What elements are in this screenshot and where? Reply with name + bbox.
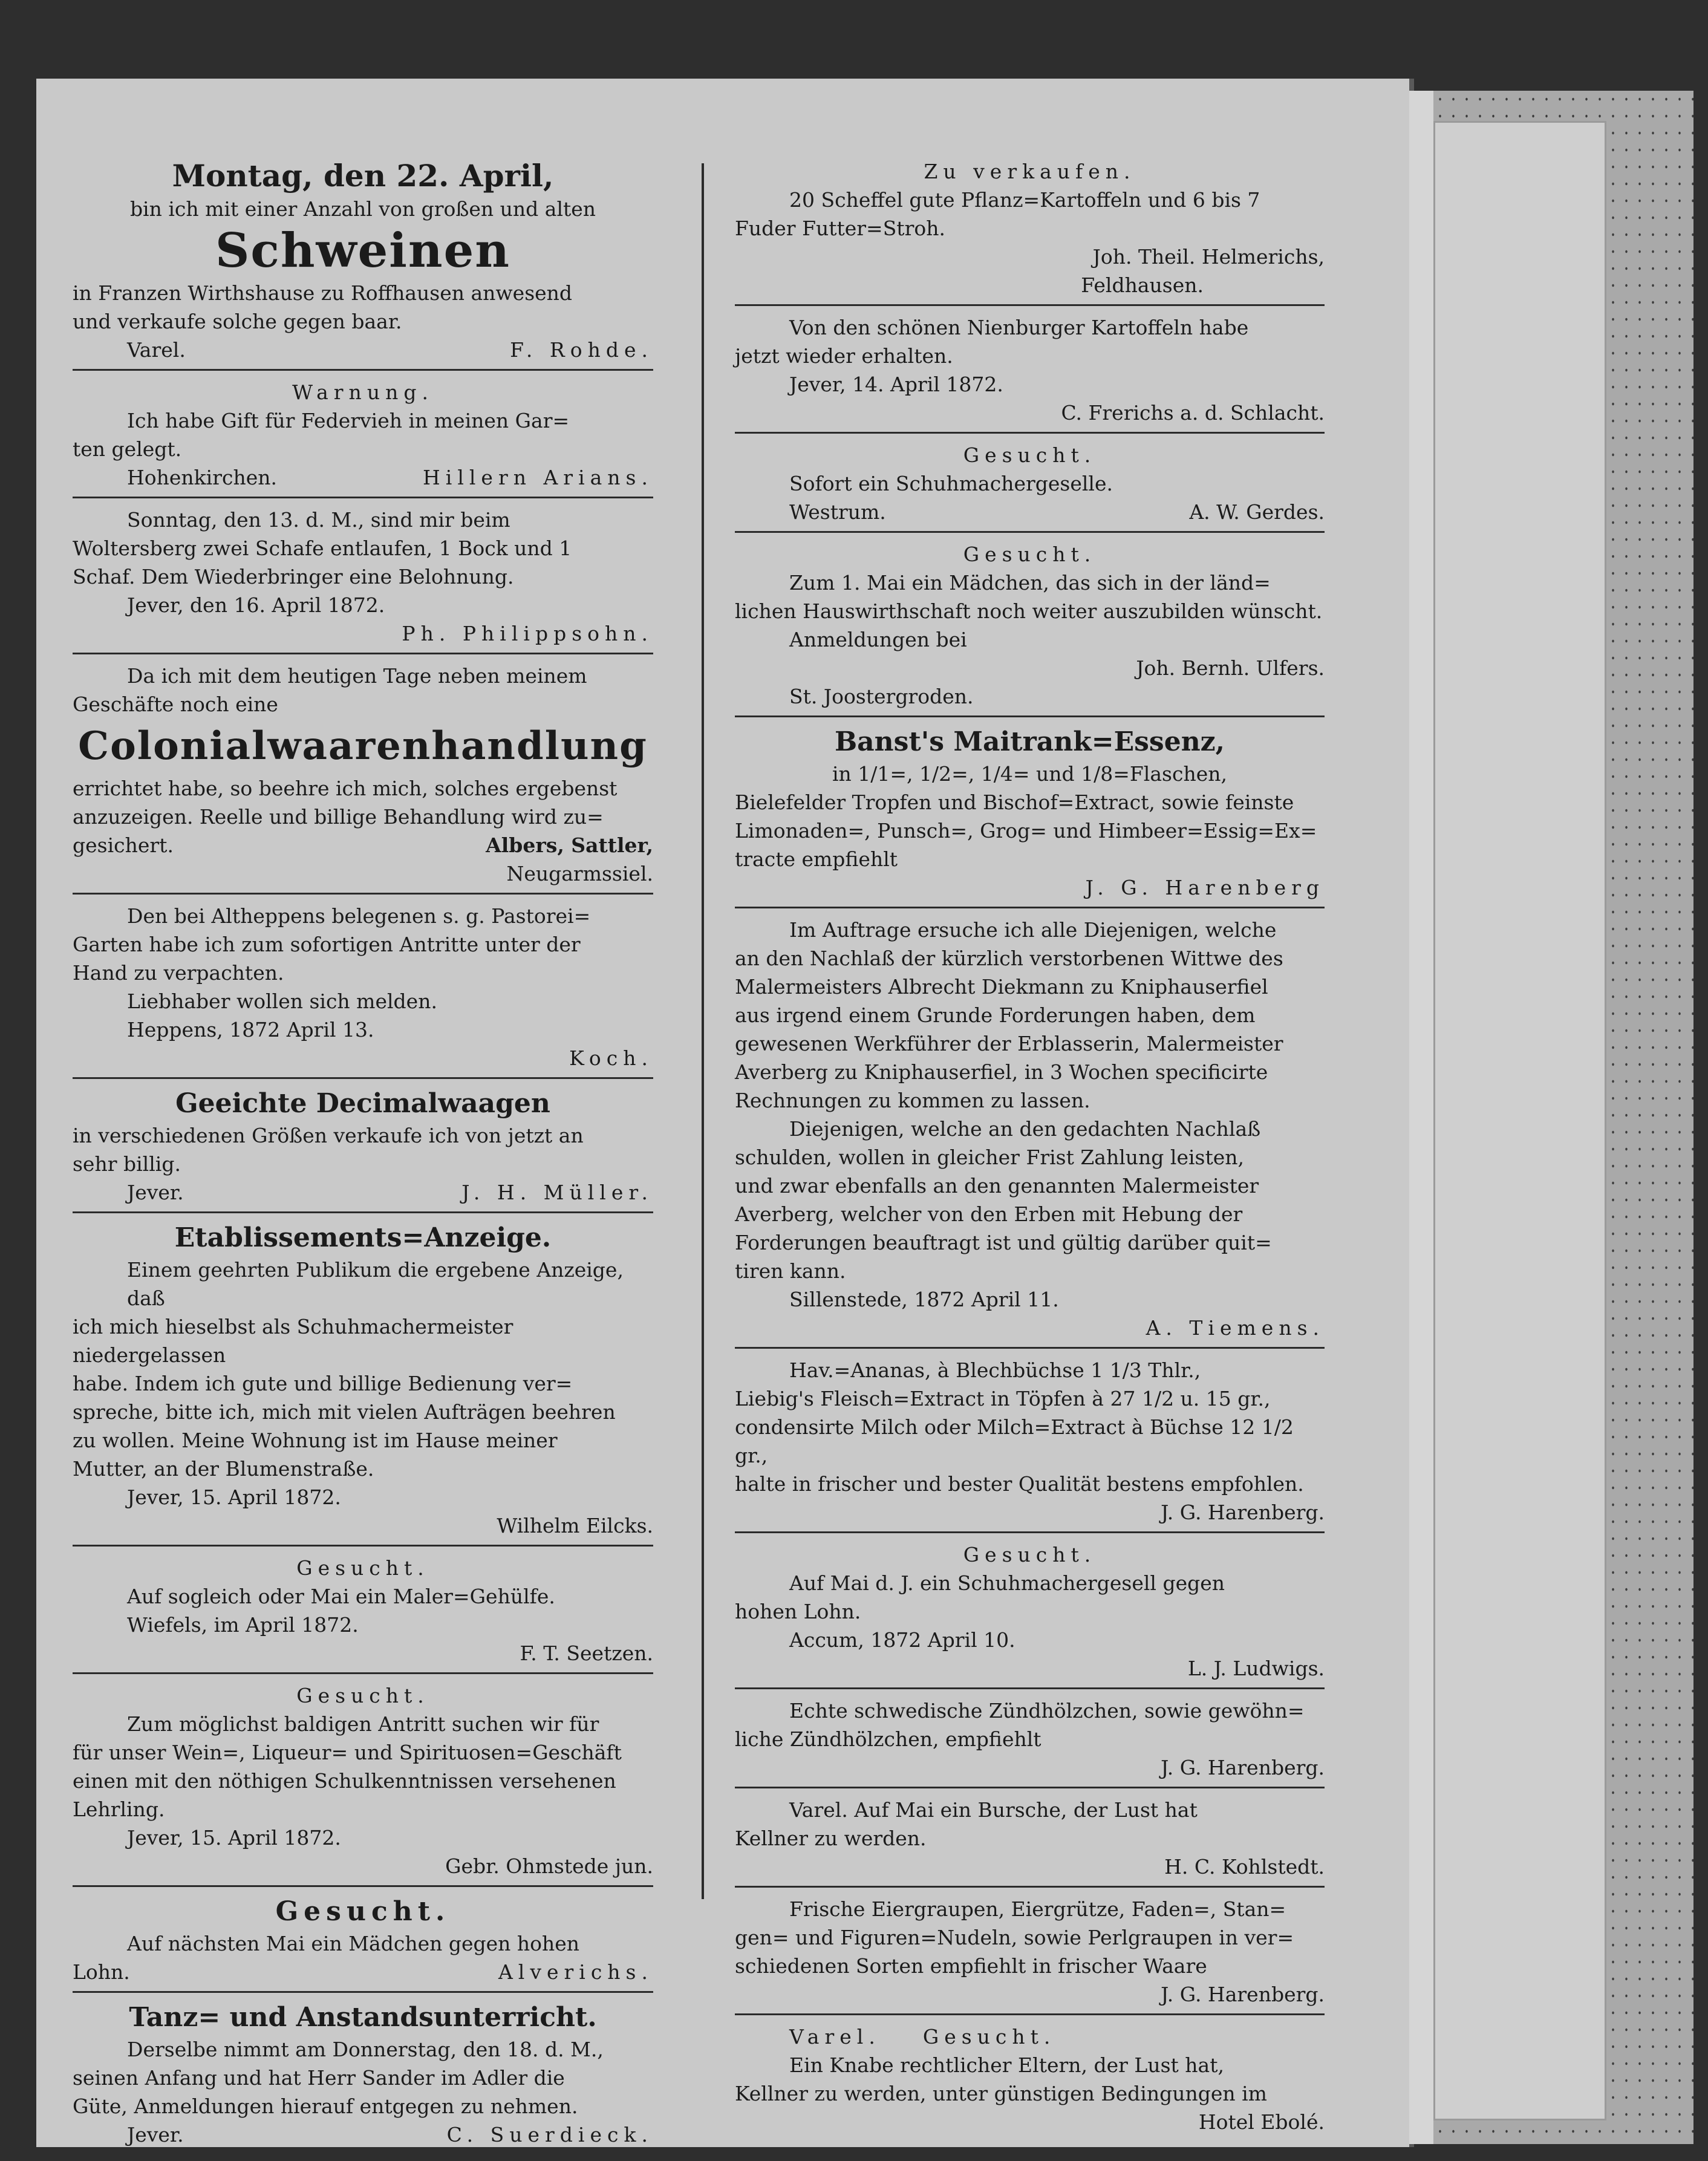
ad-decimalwaagen xyxy=(73,1086,653,1213)
ad-footer xyxy=(735,498,1325,526)
ad-date: Heppens, 1872 April 13. xyxy=(127,1018,374,1041)
ad-text: Sofort ein Schuhmachergeselle. xyxy=(789,472,1113,495)
ad-text: Fuder Futter=Stroh. xyxy=(735,217,945,240)
right-column xyxy=(735,157,1325,2148)
ad-place: St. Joostergroden. xyxy=(789,685,974,708)
ad-signature: Ph. Philippsohn. xyxy=(402,622,653,645)
ad-signature: J. G. Harenberg. xyxy=(1161,1501,1325,1524)
ad-signature-place: Feldhausen. xyxy=(1081,273,1204,297)
left-column xyxy=(73,157,653,2161)
ad-date: Wiefels, im April 1872. xyxy=(127,1613,359,1637)
ad-big-word: Schweinen xyxy=(215,223,510,278)
ad-header xyxy=(735,2022,1325,2051)
ad-signature: A. Tiemens. xyxy=(1146,1316,1325,1340)
ad-kartoffeln xyxy=(735,313,1325,434)
ad-text: halte in frischer und bester Qualität bestens empfohlen. xyxy=(735,1472,1304,1496)
ad-text: gewesenen Werkführer der Erblasserin, Malermeister xyxy=(735,1032,1283,1055)
ad-footer xyxy=(73,1958,653,1986)
ad-title: Tanz= und Anstandsunterricht. xyxy=(129,2002,597,2033)
ad-signature: Koch. xyxy=(569,1046,653,1070)
ad-signature: J. G. Harenberg xyxy=(1085,876,1325,899)
ad-text: Liebhaber wollen sich melden. xyxy=(127,989,437,1013)
ad-warnung xyxy=(73,378,653,498)
ad-schweine xyxy=(73,157,653,371)
ad-title: Gesucht. xyxy=(275,1896,451,1927)
ad-text: Zum möglichst baldigen Antritt suchen wir für xyxy=(127,1712,599,1736)
ad-date: Accum, 1872 April 10. xyxy=(789,1628,1015,1652)
ad-text: 20 Scheffel gute Pflanz=Kartoffeln und 6 bis 7 xyxy=(789,188,1260,212)
ad-text: Diejenigen, welche an den gedachten Nachlaß xyxy=(789,1117,1261,1141)
ad-text: condensirte Milch oder Milch=Extract à Büchse 12 1/2 gr., xyxy=(735,1415,1294,1467)
ad-title: Zu verkaufen. xyxy=(924,160,1136,183)
ad-text: Garten habe ich zum sofortigen Antritte unter der xyxy=(73,933,581,956)
ad-signature: Albers, Sattler, xyxy=(486,833,653,857)
ad-text: und verkaufe solche gegen baar. xyxy=(73,310,402,333)
ad-text: in verschiedenen Größen verkaufe ich von jetzt an xyxy=(73,1124,584,1147)
ad-text: Auf nächsten Mai ein Mädchen gegen hohen xyxy=(127,1932,580,1955)
ad-title: Geeichte Decimalwaagen xyxy=(175,1088,550,1119)
ad-text: Güte, Anmeldungen hierauf entgegen zu nehmen. xyxy=(73,2094,578,2118)
ad-text: an den Nachlaß der kürzlich verstorbenen Wittwe des xyxy=(735,947,1283,970)
ad-text: spreche, bitte ich, mich mit vielen Aufträgen beehren xyxy=(73,1400,616,1424)
ad-big-word: Colonialwaarenhandlung xyxy=(78,723,648,769)
ad-nachlass xyxy=(735,916,1325,1349)
ad-headline: Montag, den 22. April, xyxy=(172,158,554,194)
ad-gesucht-maedchen-haus xyxy=(735,540,1325,717)
ad-footer xyxy=(73,831,653,859)
ad-signature: C. Suerdieck. xyxy=(446,2123,653,2146)
ad-footer xyxy=(73,1178,653,1207)
ad-text: Sonntag, den 13. d. M., sind mir beim xyxy=(127,508,510,532)
ad-tanzunterricht xyxy=(73,2000,653,2154)
ad-signature: Hotel Ebolé. xyxy=(1198,2110,1325,2134)
ad-text: Mutter, an der Blumenstraße. xyxy=(73,1457,374,1481)
ad-title: Etablissements=Anzeige. xyxy=(174,1222,552,1253)
ad-maitrank xyxy=(735,725,1325,908)
ad-text: seinen Anfang und hat Herr Sander im Adler die xyxy=(73,2066,565,2090)
ad-text: Liebig's Fleisch=Extract in Töpfen à 27 1/2 u. 15 gr., xyxy=(735,1387,1271,1410)
ad-text: Limonaden=, Punsch=, Grog= und Himbeer=Essig=Ex= xyxy=(735,819,1317,843)
ad-gesucht-maedchen xyxy=(73,1894,653,1993)
ad-text: in Franzen Wirthshause zu Roffhausen anwesend xyxy=(73,281,573,305)
ad-text: schiedenen Sorten empfiehlt in frischer Waare xyxy=(735,1954,1207,1978)
ad-text: schulden, wollen in gleicher Frist Zahlung leisten, xyxy=(735,1146,1244,1169)
ad-text: liche Zündhölzchen, empfiehlt xyxy=(735,1727,1041,1751)
ad-date: Jever, 14. April 1872. xyxy=(789,373,1003,396)
ad-title: Gesucht. xyxy=(963,543,1097,566)
ad-date: Jever, 15. April 1872. xyxy=(127,1826,341,1850)
ad-text: Ich habe Gift für Federvieh in meinen Gar= xyxy=(127,409,570,432)
ad-colonialwaaren xyxy=(73,662,653,895)
ad-text: Auf Mai d. J. ein Schuhmachergesell gegen xyxy=(789,1571,1225,1595)
ad-signature: F. T. Seetzen. xyxy=(520,1641,653,1665)
ad-text: Malermeisters Albrecht Diekmann zu Kniphauserfiel xyxy=(735,975,1268,999)
ad-text: anzuzeigen. Reelle und billige Behandlung wird zu= xyxy=(73,805,604,829)
ad-text: Den bei Altheppens belegenen s. g. Pastorei= xyxy=(127,904,591,928)
ad-text: Varel. Auf Mai ein Bursche, der Lust hat xyxy=(789,1798,1198,1822)
ad-text: für unser Wein=, Liqueur= und Spirituosen=Geschäft xyxy=(73,1741,622,1764)
ad-text: jetzt wieder erhalten. xyxy=(735,344,953,368)
ad-pastorei-garten xyxy=(73,902,653,1079)
ad-text: Kellner zu werden, unter günstigen Bedingungen im xyxy=(735,2082,1267,2105)
ad-text: Lehrling. xyxy=(73,1798,165,1821)
ad-title: Warnung. xyxy=(292,380,434,404)
ad-text: errichtet habe, so beehre ich mich, solches ergebenst xyxy=(73,777,618,800)
ad-text: Frische Eiergraupen, Eiergrütze, Faden=, Stan= xyxy=(789,1897,1286,1921)
ad-gesucht-maler xyxy=(73,1554,653,1674)
ad-signature: Joh. Bernh. Ulfers. xyxy=(1136,656,1325,680)
ad-text: Hand zu verpachten. xyxy=(73,961,284,985)
ad-text: tiren kann. xyxy=(735,1259,846,1283)
ad-signature: J. H. Müller. xyxy=(461,1181,653,1204)
ad-place: Jever. xyxy=(127,1181,184,1204)
ad-date: Jever, den 16. April 1872. xyxy=(127,593,385,617)
ad-knabe xyxy=(735,2022,1325,2141)
ad-text: in 1/1=, 1/2=, 1/4= und 1/8=Flaschen, xyxy=(832,762,1227,786)
ad-etablissements xyxy=(73,1221,653,1547)
ad-signature: J. G. Harenberg. xyxy=(1161,1983,1325,2006)
ad-footer xyxy=(73,336,653,364)
ad-gesucht-schuhmachergesell xyxy=(735,1540,1325,1689)
ad-text: bin ich mit einer Anzahl von großen und alten xyxy=(129,197,596,221)
ad-text: Zum 1. Mai ein Mädchen, das sich in der länd= xyxy=(789,571,1271,595)
ad-text: Geschäfte noch eine xyxy=(73,693,278,716)
ad-text: Averberg, welcher von den Erben mit Hebung der xyxy=(735,1202,1243,1226)
column-divider xyxy=(702,163,704,1899)
ad-text: gen= und Figuren=Nudeln, sowie Perlgraupen in ver= xyxy=(735,1926,1294,1949)
ad-bursche xyxy=(735,1796,1325,1888)
ad-gesucht-schuhmacher xyxy=(735,441,1325,533)
ad-signature: L. J. Ludwigs. xyxy=(1187,1657,1325,1680)
ad-text: Ein Knabe rechtlicher Eltern, der Lust hat, xyxy=(789,2053,1224,2077)
ad-text: Schaf. Dem Wiederbringer eine Belohnung. xyxy=(73,565,514,588)
ad-gesucht-lehrling xyxy=(73,1681,653,1887)
ad-text: Im Auftrage ersuche ich alle Diejenigen, welche xyxy=(789,918,1277,942)
ad-text: lichen Hauswirthschaft noch weiter auszubilden wünscht. xyxy=(735,599,1323,623)
ad-text: Da ich mit dem heutigen Tage neben meinem xyxy=(127,664,587,688)
ad-text: zu wollen. Meine Wohnung ist im Hause meiner xyxy=(73,1429,558,1452)
ad-signature-place: Neugarmssiel. xyxy=(506,862,653,885)
ad-signature: Hillern Arians. xyxy=(422,466,653,489)
ad-text: und zwar ebenfalls an den genannten Malermeister xyxy=(735,1174,1259,1198)
ad-signature: H. C. Kohlstedt. xyxy=(1164,1855,1325,1879)
ad-text: Averberg zu Kniphauserfiel, in 3 Wochen specificirte xyxy=(735,1060,1268,1084)
ad-title: Gesucht. xyxy=(922,2025,1056,2049)
ad-date: Sillenstede, 1872 April 11. xyxy=(789,1288,1059,1311)
ad-text: einen mit den nöthigen Schulkenntnissen versehenen xyxy=(73,1769,616,1793)
ad-text: ich mich hieselbst als Schuhmachermeister niedergelassen xyxy=(73,1315,513,1367)
ad-text: aus irgend einem Grunde Forderungen haben, dem xyxy=(735,1003,1256,1027)
ad-text: Bielefelder Tropfen und Bischof=Extract, sowie feinste xyxy=(735,790,1294,814)
ad-signature: A. W. Gerdes. xyxy=(1189,500,1325,524)
ad-text: sehr billig. xyxy=(73,1152,181,1176)
ad-text: Echte schwedische Zündhölzchen, sowie gewöhn= xyxy=(789,1699,1305,1723)
ad-text: gesichert. xyxy=(73,833,174,857)
ad-ananas xyxy=(735,1356,1325,1533)
ad-signature: C. Frerichs a. d. Schlacht. xyxy=(1061,401,1325,425)
ad-text: Derselbe nimmt am Donnerstag, den 18. d. M., xyxy=(127,2038,604,2061)
ad-signature: Gebr. Ohmstede jun. xyxy=(445,1854,653,1878)
ad-text: Anmeldungen bei xyxy=(789,628,967,651)
ad-text: Von den schönen Nienburger Kartoffeln habe xyxy=(789,316,1249,339)
ad-text: Kellner zu werden. xyxy=(735,1827,927,1850)
ad-signature: F. Rohde. xyxy=(510,338,653,362)
ad-place: Varel. xyxy=(127,338,186,362)
ad-text: Einem geehrten Publikum die ergebene Anzeige, daß xyxy=(127,1258,624,1310)
ad-footer xyxy=(73,2120,653,2149)
ad-text: Hav.=Ananas, à Blechbüchse 1 1/3 Thlr., xyxy=(789,1358,1201,1382)
ad-footer xyxy=(73,463,653,492)
ad-place: Varel. xyxy=(789,2025,881,2049)
ad-text: Forderungen beauftragt ist und gültig darüber quit= xyxy=(735,1231,1272,1254)
ad-text: tracte empfiehlt xyxy=(735,847,898,871)
ad-place: Westrum. xyxy=(789,500,886,524)
ad-date: Jever, 15. April 1872. xyxy=(127,1485,341,1509)
ad-text: hohen Lohn. xyxy=(735,1600,861,1623)
ad-signature: Wilhelm Eilcks. xyxy=(497,1514,653,1537)
ad-place: Hohenkirchen. xyxy=(127,466,278,489)
ad-title: Gesucht. xyxy=(963,443,1097,467)
ad-signature: Joh. Theil. Helmerichs, xyxy=(1092,245,1325,269)
ad-text: ten gelegt. xyxy=(73,437,182,461)
ad-text: Rechnungen zu kommen zu lassen. xyxy=(735,1089,1090,1112)
ad-text: Woltersberg zwei Schafe entlaufen, 1 Bock und 1 xyxy=(73,536,572,560)
ad-schafe xyxy=(73,506,653,654)
ad-title: Banst's Maitrank=Essenz, xyxy=(834,726,1225,757)
ad-text: Lohn. xyxy=(73,1960,130,1984)
ad-zu-verkaufen xyxy=(735,157,1325,306)
ad-title: Gesucht. xyxy=(963,1543,1097,1566)
ad-text: Auf sogleich oder Mai ein Maler=Gehülfe. xyxy=(127,1585,555,1608)
ad-text: habe. Indem ich gute und billige Bedienung ver= xyxy=(73,1372,573,1395)
ad-place: Jever. xyxy=(127,2123,184,2146)
ad-eiergraupen xyxy=(735,1895,1325,2015)
ad-zuendhoelzchen xyxy=(735,1697,1325,1788)
ad-title: Gesucht. xyxy=(296,1556,429,1580)
ad-signature: Alverichs. xyxy=(498,1960,653,1984)
ad-signature: J. G. Harenberg. xyxy=(1161,1756,1325,1779)
ad-title: Gesucht. xyxy=(296,1684,429,1707)
book-edge-inner xyxy=(1433,121,1606,2120)
